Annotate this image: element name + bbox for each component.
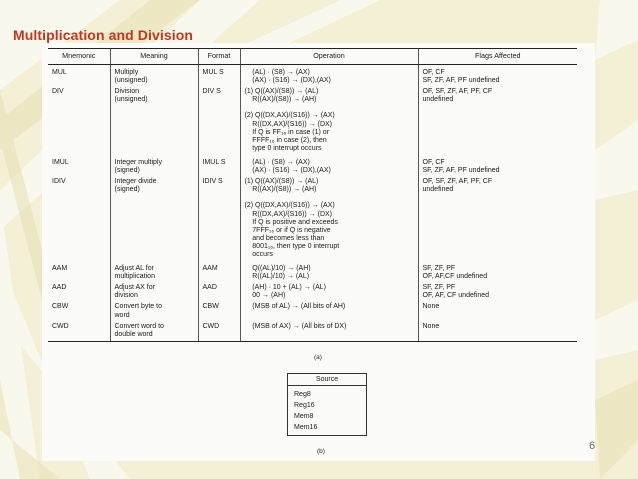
cell-operation: (AH) · 10 + (AL) → (AL) 00 → (AH): [240, 283, 418, 302]
cell-format: IMUL S: [198, 155, 240, 177]
table-row: [48, 302, 577, 321]
cell-format: AAD: [198, 283, 240, 302]
source-header: Source: [288, 374, 367, 386]
table-row: [48, 283, 577, 302]
cell-flags: SF, ZF, PF OF, AF,CF undefined: [418, 261, 577, 283]
table-row: [48, 177, 577, 261]
table-row: [48, 261, 577, 283]
cell-meaning: Convert word to double word: [110, 322, 198, 342]
header-meaning: Meaning: [110, 49, 198, 65]
instruction-table: [48, 48, 577, 342]
cell-mnemonic: CBW: [52, 303, 69, 311]
scanned-table-figure: [42, 43, 595, 461]
cell-operation: (1) Q((AX)/(S8)) → (AL) R((AX)/(S8)) → (AH) (2) Q((DX,AX)/(S16)) → (AX) R((DX,AX)/(S16)) → (DX) If Q is positive and exceeds 7FFF₁₆ or if Q is negative and becomes less than 8001₁₆, then type 0 interrupt occurs: [240, 177, 418, 261]
cell-format: DIV S: [198, 87, 240, 155]
cell-meaning: Integer divide (signed): [110, 177, 198, 261]
cell-format: CWD: [198, 322, 240, 342]
cell-operation: (MSB of AL) → (All bits of AH): [240, 302, 418, 321]
cell-flags: OF, CF SF, ZF, AF, PF undefined: [418, 155, 577, 177]
source-item: Mem8: [288, 411, 367, 422]
header-row: [48, 49, 577, 65]
cell-flags: OF, SF, ZF, AF, PF, CF undefined: [418, 87, 577, 155]
cell-flags: OF, CF SF, ZF, AF, PF undefined: [418, 65, 577, 88]
cell-meaning: Integer multiply (signed): [110, 155, 198, 177]
cell-operation: (AL) · (S8) → (AX) (AX) · (S16) → (DX),(AX): [240, 65, 418, 88]
caption-a: (a): [314, 354, 322, 361]
cell-mnemonic: DIV: [52, 88, 64, 96]
cell-operation: Q((AL)/10) → (AH) R((AL)/10) → (AL): [240, 261, 418, 283]
cell-flags: OF, SF, ZF, AF, PF, CF undefined: [418, 177, 577, 261]
header-flags: Flags Affected: [418, 49, 577, 65]
source-table: [287, 373, 367, 436]
cell-meaning: Division (unsigned): [110, 87, 198, 155]
header-format: Format: [198, 49, 240, 65]
source-item: Reg8: [288, 386, 367, 401]
cell-mnemonic: AAD: [52, 284, 67, 292]
cell-flags: None: [418, 302, 577, 321]
source-item: Reg16: [288, 400, 367, 411]
cell-flags: SF, ZF, PF OF, AF, CF undefined: [418, 283, 577, 302]
cell-mnemonic: MUL: [52, 69, 67, 76]
cell-format: AAM: [198, 261, 240, 283]
cell-meaning: Adjust AL for multiplication: [110, 261, 198, 283]
cell-format: IDIV S: [198, 177, 240, 261]
cell-flags: None: [418, 322, 577, 342]
cell-meaning: Adjust AX for division: [110, 283, 198, 302]
caption-b: (b): [317, 448, 325, 455]
cell-format: MUL S: [198, 65, 240, 88]
cell-operation: (MSB of AX) → (All bits of DX): [240, 322, 418, 342]
table-row: [48, 65, 577, 88]
cell-format: CBW: [198, 302, 240, 321]
cell-operation: (1) Q((AX)/(S8)) → (AL) R((AX)/(S8)) → (AH) (2) Q((DX,AX)/(S16)) → (AX) R((DX,AX)/(S16)) → (DX) If Q is FF₁₆ in case (1) or FFFF₁₆ in case (2), then type 0 interrupt occurs: [240, 87, 418, 155]
cell-meaning: Multiply (unsigned): [110, 65, 198, 88]
source-item: Mem16: [288, 422, 367, 436]
cell-meaning: Convert byte to word: [110, 302, 198, 321]
cell-mnemonic: AAM: [52, 265, 68, 273]
table-row: [48, 322, 577, 342]
slide-title: Multiplication and Division: [13, 27, 194, 43]
slide-number: 6: [589, 440, 596, 452]
header-mnemonic: Mnemonic: [48, 49, 110, 65]
header-operation: Operation: [240, 49, 418, 65]
cell-operation: (AL) · (S8) → (AX) (AX) · (S16) → (DX),(AX): [240, 155, 418, 177]
cell-mnemonic: IDIV: [52, 178, 66, 186]
cell-mnemonic: CWD: [48, 322, 110, 342]
cell-mnemonic: IMUL: [52, 158, 69, 166]
table-row: [48, 87, 577, 155]
table-row: [48, 155, 577, 177]
